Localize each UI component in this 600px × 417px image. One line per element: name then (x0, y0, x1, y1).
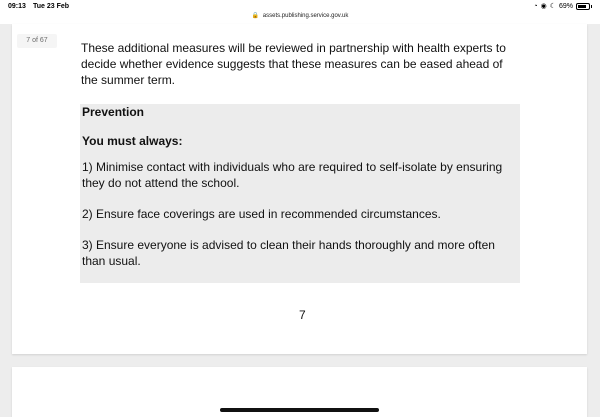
status-time: 09:13 (8, 3, 26, 10)
battery-percentage: 69% (558, 2, 573, 10)
location-icon: ◉ (540, 3, 547, 10)
status-date: Tue 23 Feb (33, 3, 70, 10)
status-bar (0, 0, 600, 24)
prevention-item-2: 2) Ensure face coverings are used in recommended circumstances. (82, 207, 441, 221)
prevention-box (80, 104, 520, 283)
prevention-subheading: You must always: (82, 134, 183, 148)
document-page[interactable] (12, 24, 587, 354)
prevention-item-3: 3) Ensure everyone is advised to clean their hands thoroughly and more often than usual. (82, 238, 495, 268)
url-text: assets.publishing.service.gov.uk (262, 13, 349, 19)
status-icons (533, 2, 590, 10)
page-counter: 7 of 67 (17, 34, 57, 48)
page-number: 7 (299, 308, 306, 322)
moon-icon: ☾ (549, 3, 556, 10)
wifi-icon: ◔ (533, 2, 538, 10)
prevention-heading: Prevention (82, 105, 145, 119)
battery-icon (576, 3, 590, 10)
url-bar[interactable] (0, 12, 600, 19)
home-indicator[interactable] (220, 408, 379, 412)
intro-paragraph: These additional measures will be reviewed in partnership with health experts to decide whether evidence suggests that these measures can be eased ahead of the summer term. (81, 41, 506, 87)
lock-icon: 🔒 (251, 13, 260, 19)
prevention-item-1: 1) Minimise contact with individuals who are required to self-isolate by ensuring they do not attend the school. (82, 160, 503, 190)
